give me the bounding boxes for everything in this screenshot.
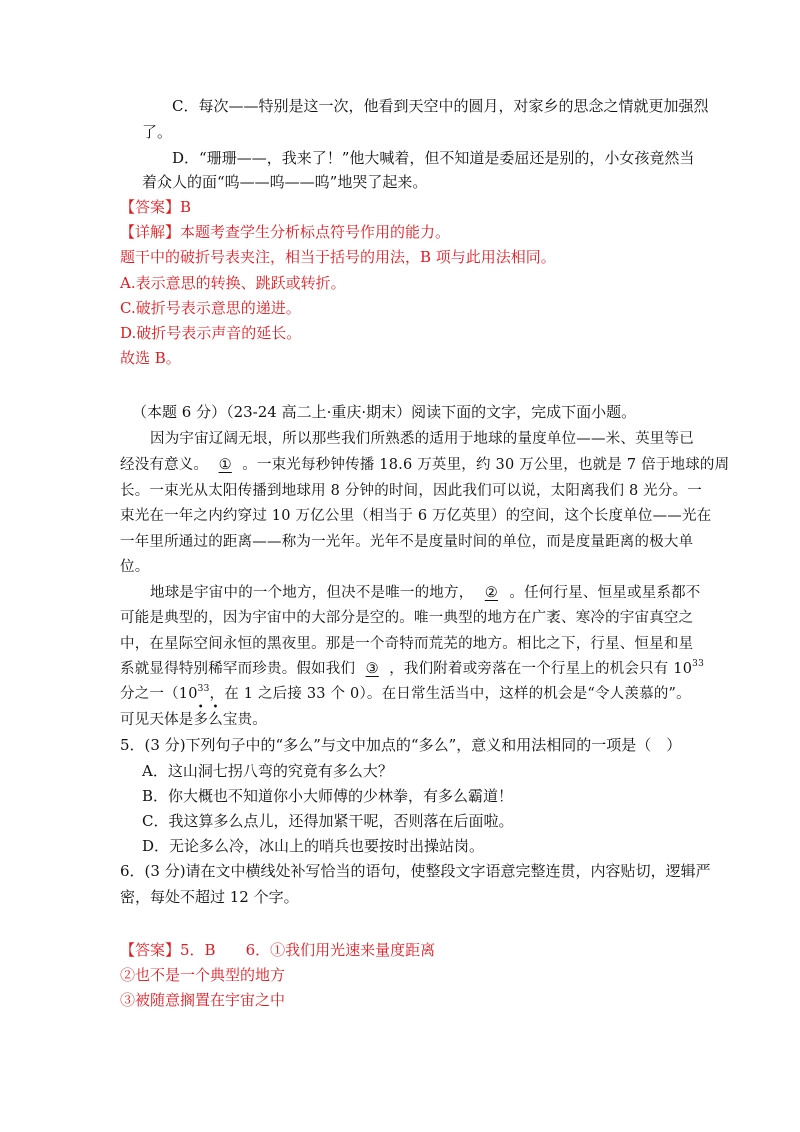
answers-line1: [120, 940, 435, 960]
answer-label: 【答案】5．B: [120, 941, 216, 959]
q4-explain-2: 题干中的破折号表夹注，相当于括号的用法，B 项与此用法相同。: [120, 248, 556, 266]
dotted-char: 么: [208, 712, 223, 728]
option-d-line2: 着众人的面“呜——呜——呜”地哭了起来。: [142, 173, 428, 191]
passage-p2-line5: [120, 684, 691, 704]
passage-text: 经没有意义。: [120, 457, 209, 473]
passage-text: 。一束光每秒钟传播 18.6 万英里，约 30 万公里，也就是 7 倍于地球的周: [242, 457, 730, 473]
answers-line3: ③被随意搁置在宇宙之中: [120, 991, 286, 1009]
passage-p1-line6: 位。: [120, 559, 150, 575]
passage-text: 地球是宇宙中的一个地方，但决不是唯一的地方，: [150, 585, 474, 601]
passage-p2-line4: [120, 659, 704, 679]
q4-explain-6: 故选 B。: [120, 349, 181, 367]
q4-explain-5: D.破折号表示声音的延长。: [120, 324, 302, 342]
blank-1: ①: [218, 457, 232, 473]
passage-text: 分之一（10: [120, 686, 198, 702]
q6-stem-line1: 6．(3 分)请在文中横线处补写恰当的语句，使整段文字语意完整连贯，内容贴切，逻辑严: [120, 862, 711, 880]
passage-p2-line3: 中，在星际空间永恒的黑夜里。那是一个奇特而荒芜的地方。相比之下，行星、恒星和星: [120, 636, 694, 652]
answers-line2: ②也不是一个典型的地方: [120, 966, 286, 984]
dotted-char: 多: [193, 712, 209, 728]
q4-explain-4: C.破折号表示意思的递进。: [120, 299, 301, 317]
passage-text: ，在 1 之后接 33 个 0）。在日常生活当中，这样的机会是“令人羡慕的”。: [209, 686, 691, 702]
q5-option-d: D．无论多么冷，冰山上的哨兵也要按时出操站岗。: [142, 837, 485, 855]
passage-intro: （本题 6 分）（23-24 高二上·重庆·期末）阅读下面的文字，完成下面小题。: [132, 403, 637, 421]
passage-p2-line1: [150, 583, 701, 603]
q5-option-a: A．这山洞七拐八弯的究竟有多么大？: [142, 762, 393, 780]
q5-stem: 5．(3 分)下列句子中的“多么”与文中加点的“多么”，意义和用法相同的一项是（ ）: [120, 736, 682, 754]
passage-p1-line1: 因为宇宙辽阔无垠，所以那些我们所熟悉的适用于地球的量度单位——米、英里等已: [150, 431, 694, 447]
passage-p2-line6: [120, 710, 267, 730]
passage-text: 宝贵。: [222, 712, 268, 728]
answer-q6: 6．①我们用光速来量度距离: [245, 941, 436, 959]
passage-p1-line5: 一年里所通过的距离——称为一光年。光年不是度量时间的单位，而是度量距离的极大单: [120, 534, 694, 550]
passage-p2-line2: 可能是典型的，因为宇宙中的大部分是空的。唯一典型的地方在广袤、寒冷的宇宙真空之: [120, 610, 694, 626]
blank-3: ③: [365, 661, 379, 677]
q6-stem-line2: 密，每处不超过 12 个字。: [120, 888, 299, 906]
passage-p1-line3: 长。一束光从太阳传播到地球用 8 分钟的时间，因此我们可以说，太阳离我们 8 光分。一: [120, 483, 702, 499]
passage-p1-line4: 束光在一年之内约穿过 10 万亿公里（相当于 6 万亿英里）的空间，这个长度单位——光在: [120, 508, 712, 524]
option-c-line2: 了。: [142, 123, 173, 141]
passage-text: ，我们附着或旁落在一个行星上的机会只有 10: [389, 661, 693, 677]
passage-text: 可见天体是: [120, 712, 194, 728]
q5-option-c: C．我这算多么点儿，还得加紧干呢，否则落在后面啦。: [142, 812, 514, 830]
passage-text: 。任何行星、恒星或星系都不: [509, 585, 701, 601]
passage-text: 系就显得特别稀罕而珍贵。假如我们: [120, 661, 356, 677]
q4-explain-1: 【详解】本题考查学生分析标点符号作用的能力。: [120, 223, 451, 241]
passage-p1-line2: [120, 455, 729, 475]
q4-explain-3: A.表示意思的转换、跳跃或转折。: [120, 274, 346, 292]
option-d-line1: D．“珊珊——，我来了！”他大喊着，但不知道是委屈还是别的，小女孩竟然当: [172, 149, 695, 167]
q4-answer: 【答案】B: [120, 198, 192, 216]
blank-2: ②: [484, 585, 498, 601]
q5-option-b: B．你大概也不知道你小大师傅的少林拳，有多么霸道！: [142, 787, 514, 805]
exponent: 33: [692, 659, 705, 669]
exponent: 33: [197, 684, 210, 694]
option-c-line1: C．每次——特别是这一次，他看到天空中的圆月，对家乡的思念之情就更加强烈: [172, 97, 709, 115]
